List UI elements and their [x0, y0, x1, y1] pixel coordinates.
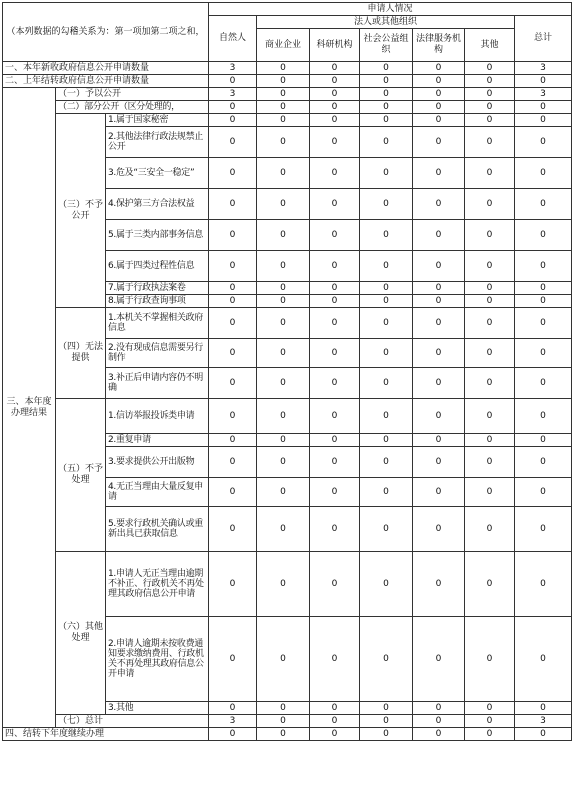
value-cell: 3	[515, 88, 572, 101]
table-row	[3, 728, 572, 741]
value-cell: 0	[257, 552, 310, 617]
sub-item-label: 4.无正当理由大量反复申请	[106, 478, 209, 507]
value-cell: 0	[209, 220, 257, 251]
value-cell: 0	[465, 101, 515, 114]
header-org-welfare: 社会公益组织	[360, 29, 413, 62]
value-cell: 0	[515, 434, 572, 447]
value-cell: 3	[209, 88, 257, 101]
value-cell: 0	[360, 220, 413, 251]
row-label-new-requests: 一、本年新收政府信息公开申请数量	[3, 62, 209, 75]
value-cell: 0	[360, 552, 413, 617]
value-cell: 0	[209, 702, 257, 715]
value-cell: 0	[257, 62, 310, 75]
value-cell: 0	[209, 447, 257, 478]
value-cell: 0	[413, 715, 465, 728]
value-cell: 0	[360, 251, 413, 282]
row-label-carry-forward: 四、结转下年度继续办理	[3, 728, 209, 741]
value-cell: 0	[310, 251, 360, 282]
value-cell: 0	[360, 127, 413, 158]
value-cell: 0	[257, 702, 310, 715]
value-cell: 0	[465, 295, 515, 308]
value-cell: 0	[209, 728, 257, 741]
value-cell: 0	[310, 715, 360, 728]
value-cell: 0	[515, 282, 572, 295]
sub-item-label: 3.其他	[106, 702, 209, 715]
value-cell: 0	[209, 552, 257, 617]
value-cell: 0	[360, 189, 413, 220]
value-cell: 0	[360, 62, 413, 75]
value-cell: 0	[515, 617, 572, 702]
sub-item-label: 2.重复申请	[106, 434, 209, 447]
value-cell: 3	[209, 715, 257, 728]
value-cell: 0	[257, 127, 310, 158]
value-cell: 0	[209, 339, 257, 368]
value-cell: 0	[413, 308, 465, 339]
value-cell: 0	[515, 189, 572, 220]
value-cell: 0	[515, 368, 572, 399]
sub-item-label: 1.申请人无正当理由逾期不补正、行政机关不再处理其政府信息公开申请	[106, 552, 209, 617]
sub-item-label: 3.要求提供公开出版物	[106, 447, 209, 478]
sub-item-label: 5.要求行政机关确认或重新出具已获取信息	[106, 507, 209, 552]
table-row	[3, 308, 572, 339]
value-cell: 0	[360, 399, 413, 434]
sub-item-label: 6.属于四类过程性信息	[106, 251, 209, 282]
group-label-not-open: （三）不予公开	[56, 114, 106, 308]
value-cell: 0	[310, 158, 360, 189]
value-cell: 0	[209, 127, 257, 158]
value-cell: 0	[413, 368, 465, 399]
value-cell: 0	[515, 127, 572, 158]
sub-item-label: 2.其他法律行政法规禁止公开	[106, 127, 209, 158]
value-cell: 0	[515, 75, 572, 88]
value-cell: 0	[257, 114, 310, 127]
row-label-partial: （二）部分公开（区分处理的，	[56, 101, 209, 114]
value-cell: 0	[360, 158, 413, 189]
table-row	[3, 101, 572, 114]
header-legal-group: 法人或其他组织	[257, 16, 515, 29]
info-disclosure-table	[2, 2, 572, 741]
value-cell: 0	[310, 447, 360, 478]
value-cell: 0	[209, 189, 257, 220]
value-cell: 0	[515, 339, 572, 368]
row-label-carried-over: 二、上年结转政府信息公开申请数量	[3, 75, 209, 88]
value-cell: 0	[515, 308, 572, 339]
value-cell: 0	[209, 158, 257, 189]
value-cell: 0	[310, 339, 360, 368]
value-cell: 0	[209, 295, 257, 308]
header-total: 总计	[515, 16, 572, 62]
value-cell: 0	[209, 114, 257, 127]
value-cell: 0	[310, 127, 360, 158]
sub-item-label: 3.补正后申请内容仍不明确	[106, 368, 209, 399]
value-cell: 0	[465, 308, 515, 339]
value-cell: 0	[413, 295, 465, 308]
table-row	[3, 62, 572, 75]
value-cell: 0	[310, 434, 360, 447]
value-cell: 0	[310, 507, 360, 552]
value-cell: 0	[465, 251, 515, 282]
value-cell: 3	[515, 62, 572, 75]
value-cell: 0	[465, 715, 515, 728]
value-cell: 0	[310, 62, 360, 75]
sub-item-label: 4.保护第三方合法权益	[106, 189, 209, 220]
value-cell: 0	[413, 75, 465, 88]
value-cell: 0	[257, 220, 310, 251]
value-cell: 0	[515, 552, 572, 617]
row-label-open: （一）予以公开	[56, 88, 209, 101]
value-cell: 0	[413, 447, 465, 478]
value-cell: 0	[257, 308, 310, 339]
value-cell: 0	[515, 399, 572, 434]
value-cell: 0	[515, 702, 572, 715]
value-cell: 0	[209, 434, 257, 447]
table-row	[3, 88, 572, 101]
sub-item-label: 1.信访举报投诉类申请	[106, 399, 209, 434]
value-cell: 0	[515, 295, 572, 308]
group-label-not-processed: （五）不予处理	[56, 399, 106, 552]
value-cell: 0	[413, 399, 465, 434]
value-cell: 0	[360, 728, 413, 741]
value-cell: 0	[310, 220, 360, 251]
value-cell: 0	[465, 127, 515, 158]
value-cell: 0	[413, 62, 465, 75]
header-org-other: 其他	[465, 29, 515, 62]
value-cell: 0	[257, 158, 310, 189]
table-row	[3, 715, 572, 728]
value-cell: 0	[515, 478, 572, 507]
value-cell: 0	[257, 282, 310, 295]
value-cell: 0	[413, 702, 465, 715]
value-cell: 0	[465, 62, 515, 75]
value-cell: 0	[257, 75, 310, 88]
value-cell: 0	[209, 507, 257, 552]
table-row	[3, 75, 572, 88]
value-cell: 0	[310, 101, 360, 114]
value-cell: 0	[209, 478, 257, 507]
header-org-legal: 法律服务机构	[413, 29, 465, 62]
value-cell: 0	[209, 75, 257, 88]
value-cell: 0	[515, 220, 572, 251]
header-note: （本列数据的勾稽关系为：第一项加第二项之和，	[3, 3, 209, 62]
sub-item-label: 1.本机关不掌握相关政府信息	[106, 308, 209, 339]
value-cell: 0	[515, 507, 572, 552]
value-cell: 0	[257, 507, 310, 552]
value-cell: 0	[257, 295, 310, 308]
value-cell: 0	[257, 339, 310, 368]
sub-item-label: 7.属于行政执法案卷	[106, 282, 209, 295]
value-cell: 0	[515, 728, 572, 741]
value-cell: 0	[413, 88, 465, 101]
group-label-unable: （四）无法提供	[56, 308, 106, 399]
sub-item-label: 3.危及“三安全一稳定”	[106, 158, 209, 189]
value-cell: 0	[257, 617, 310, 702]
value-cell: 0	[310, 552, 360, 617]
value-cell: 0	[310, 728, 360, 741]
value-cell: 0	[515, 447, 572, 478]
value-cell: 0	[515, 114, 572, 127]
value-cell: 0	[310, 368, 360, 399]
value-cell: 0	[515, 101, 572, 114]
value-cell: 0	[360, 114, 413, 127]
value-cell: 0	[310, 399, 360, 434]
value-cell: 0	[465, 158, 515, 189]
value-cell: 0	[413, 617, 465, 702]
value-cell: 0	[310, 282, 360, 295]
value-cell: 0	[413, 478, 465, 507]
value-cell: 0	[209, 368, 257, 399]
value-cell: 0	[310, 189, 360, 220]
value-cell: 0	[360, 308, 413, 339]
value-cell: 0	[360, 715, 413, 728]
value-cell: 0	[465, 702, 515, 715]
value-cell: 0	[360, 101, 413, 114]
table-row	[3, 399, 572, 434]
value-cell: 0	[465, 552, 515, 617]
value-cell: 0	[465, 399, 515, 434]
row-label-total: （七）总计	[56, 715, 209, 728]
value-cell: 0	[465, 114, 515, 127]
value-cell: 0	[465, 75, 515, 88]
value-cell: 0	[257, 399, 310, 434]
value-cell: 0	[209, 308, 257, 339]
value-cell: 0	[257, 368, 310, 399]
group-label-other: （六）其他处理	[56, 552, 106, 715]
value-cell: 0	[413, 189, 465, 220]
value-cell: 0	[413, 127, 465, 158]
sub-item-label: 5.属于三类内部事务信息	[106, 220, 209, 251]
table-row	[3, 552, 572, 617]
value-cell: 0	[465, 368, 515, 399]
value-cell: 0	[310, 75, 360, 88]
value-cell: 0	[360, 507, 413, 552]
value-cell: 0	[413, 251, 465, 282]
value-cell: 0	[257, 434, 310, 447]
value-cell: 0	[413, 158, 465, 189]
value-cell: 0	[413, 339, 465, 368]
value-cell: 0	[465, 434, 515, 447]
sub-item-label: 2.申请人逾期未按收费通知要求缴纳费用、行政机关不再处理其政府信息公开申请	[106, 617, 209, 702]
table-row	[3, 114, 572, 127]
value-cell: 0	[310, 308, 360, 339]
value-cell: 0	[360, 447, 413, 478]
header-org-research: 科研机构	[310, 29, 360, 62]
value-cell: 0	[465, 728, 515, 741]
value-cell: 0	[209, 101, 257, 114]
value-cell: 0	[465, 617, 515, 702]
value-cell: 0	[310, 295, 360, 308]
value-cell: 0	[413, 220, 465, 251]
value-cell: 0	[360, 368, 413, 399]
value-cell: 0	[465, 189, 515, 220]
value-cell: 0	[209, 282, 257, 295]
value-cell: 0	[209, 617, 257, 702]
value-cell: 0	[413, 434, 465, 447]
value-cell: 0	[360, 88, 413, 101]
value-cell: 0	[310, 114, 360, 127]
header-natural-person: 自然人	[209, 16, 257, 62]
value-cell: 0	[465, 447, 515, 478]
value-cell: 0	[257, 101, 310, 114]
value-cell: 0	[257, 251, 310, 282]
header-applicant-info: 申请人情况	[209, 3, 572, 16]
value-cell: 0	[360, 478, 413, 507]
value-cell: 0	[465, 282, 515, 295]
value-cell: 0	[257, 478, 310, 507]
value-cell: 0	[360, 339, 413, 368]
value-cell: 0	[465, 507, 515, 552]
value-cell: 0	[465, 220, 515, 251]
value-cell: 0	[257, 88, 310, 101]
value-cell: 0	[209, 251, 257, 282]
value-cell: 0	[515, 158, 572, 189]
value-cell: 0	[257, 715, 310, 728]
value-cell: 3	[209, 62, 257, 75]
value-cell: 0	[310, 88, 360, 101]
value-cell: 0	[360, 617, 413, 702]
value-cell: 0	[465, 478, 515, 507]
value-cell: 0	[257, 189, 310, 220]
sub-item-label: 1.属于国家秘密	[106, 114, 209, 127]
value-cell: 0	[310, 478, 360, 507]
value-cell: 0	[257, 447, 310, 478]
value-cell: 0	[515, 251, 572, 282]
sub-item-label: 8.属于行政查询事项	[106, 295, 209, 308]
value-cell: 0	[257, 728, 310, 741]
header-org-business: 商业企业	[257, 29, 310, 62]
value-cell: 0	[209, 399, 257, 434]
value-cell: 0	[310, 617, 360, 702]
value-cell: 0	[413, 552, 465, 617]
value-cell: 0	[360, 75, 413, 88]
section-label-results: 三、本年度办理结果	[3, 88, 56, 728]
value-cell: 3	[515, 715, 572, 728]
value-cell: 0	[360, 282, 413, 295]
sub-item-label: 2.没有现成信息需要另行制作	[106, 339, 209, 368]
value-cell: 0	[413, 728, 465, 741]
value-cell: 0	[413, 101, 465, 114]
value-cell: 0	[310, 702, 360, 715]
value-cell: 0	[360, 702, 413, 715]
value-cell: 0	[413, 114, 465, 127]
value-cell: 0	[360, 295, 413, 308]
value-cell: 0	[465, 88, 515, 101]
value-cell: 0	[465, 339, 515, 368]
value-cell: 0	[413, 507, 465, 552]
value-cell: 0	[413, 282, 465, 295]
value-cell: 0	[360, 434, 413, 447]
